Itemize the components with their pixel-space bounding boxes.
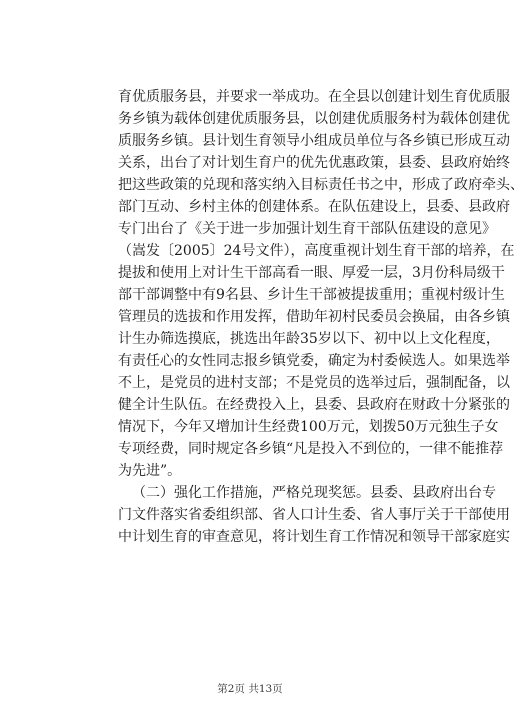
text-line: 部干部调整中有9名县、乡计生干部被提拔重用；重视村级计生 <box>118 287 505 303</box>
text-line: 专项经费，同时规定各乡镇“凡是投入不到位的，一律不能推荐 <box>118 441 504 457</box>
text-line: 健全计生队伍。在经费投入上，县委、县政府在财政十分紧张的 <box>118 397 510 413</box>
text-line: 为先进”。 <box>118 463 182 479</box>
text-line: 情况下，今年又增加计生经费100万元，划拨50万元独生子女 <box>118 419 499 435</box>
text-line: 质服务乡镇。县计划生育领导小组成员单位与各乡镇已形成互动 <box>118 133 510 149</box>
text-line: 有责任心的女性同志报乡镇党委，确定为村委候选人。如果选举 <box>118 353 510 369</box>
body-text <box>118 86 524 548</box>
text-line: 管理员的选拔和作用发挥，借助年初村民委员会换届，由各乡镇 <box>118 309 510 325</box>
text-line: 务乡镇为载体创建优质服务县，以创建优质服务村为载体创建优 <box>118 111 510 127</box>
page-footer: 第2页 共13页 <box>217 683 283 695</box>
text-line: 中计划生育的审查意见，将计划生育工作情况和领导干部家庭实 <box>118 529 510 545</box>
text-line: 不上，是党员的进村支部；不是党员的选举过后，强制配备，以 <box>118 375 510 391</box>
text-line: 提拔和使用上对计生干部高看一眼、厚爱一层，3月份科局级干 <box>118 265 505 281</box>
text-line: 门文件落实省委组织部、省人口计生委、省人事厅关于干部使用 <box>118 507 510 523</box>
text-line: 把这些政策的兑现和落实纳入目标责任书之中，形成了政府牵头、 <box>118 177 524 193</box>
text-line: 计生办筛选摸底，挑选出年龄35岁以下、初中以上文化程度， <box>118 331 500 347</box>
text-line: 关系，出台了对计划生育户的优先优惠政策，县委、县政府始终 <box>118 155 510 171</box>
text-line: 部门互动、乡村主体的创建体系。在队伍建设上，县委、县政府 <box>118 199 510 215</box>
paragraph-heading-line: （二）强化工作措施，严格兑现奖惩。县委、县政府出台专 <box>132 485 496 501</box>
text-line: 专门出台了《关于进一步加强计划生育干部队伍建设的意见》 <box>118 221 496 237</box>
text-line: （嵩发〔2005〕24号文件），高度重视计划生育干部的培养，在 <box>118 243 515 259</box>
text-line: 育优质服务县，并要求一举成功。在全县以创建计划生育优质服 <box>118 89 510 105</box>
